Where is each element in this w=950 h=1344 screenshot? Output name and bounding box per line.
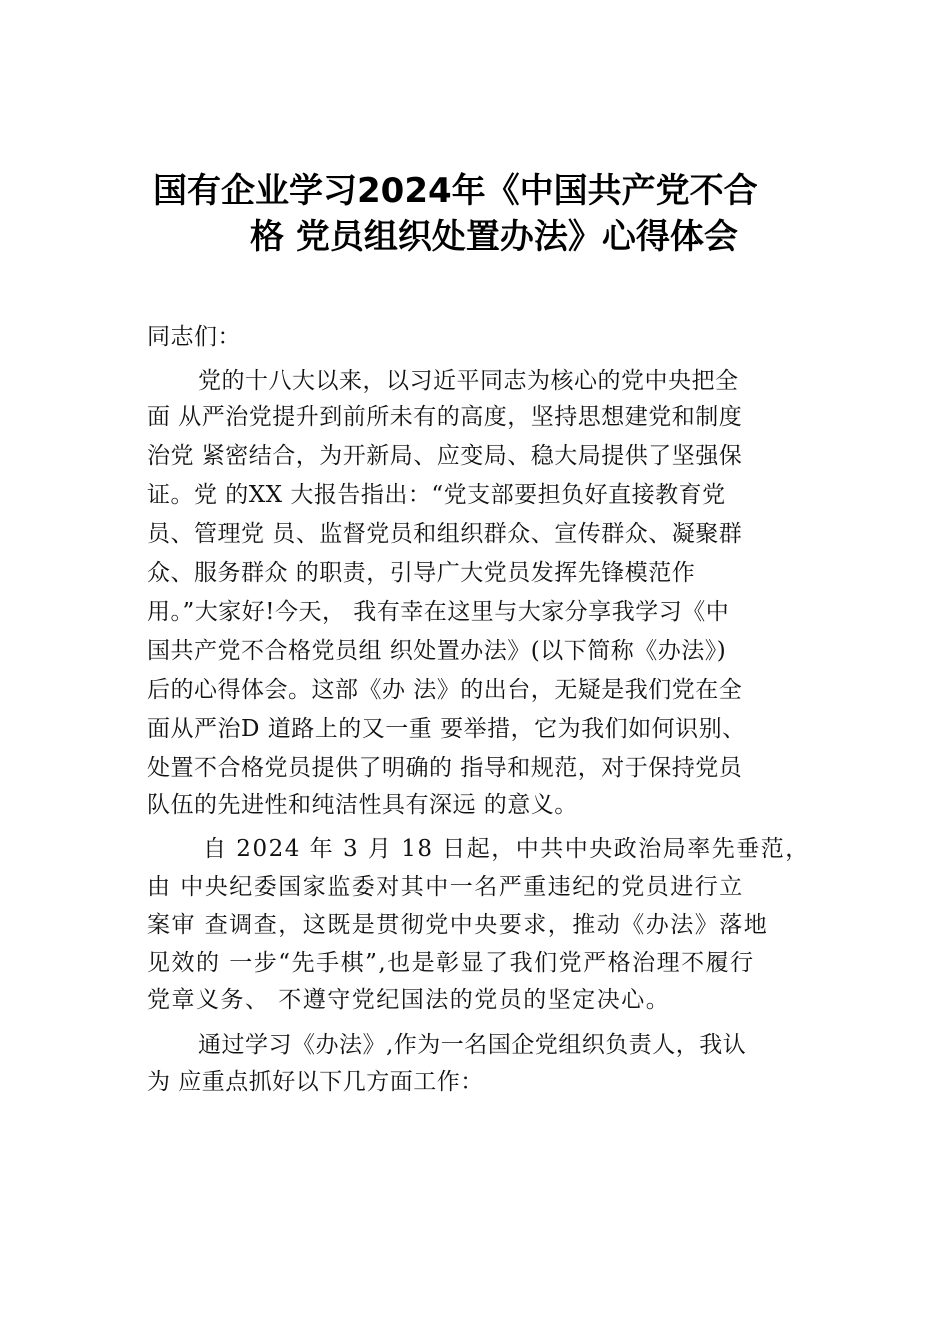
paragraph-line: 面从严治D 道路上的又一重 要举措，它为我们如何识别、 — [147, 716, 746, 742]
paragraph-line: 由 中央纪委国家监委对其中一名严重违纪的党员进行立 — [147, 874, 744, 900]
paragraph-line: 处置不合格党员提供了明确的 指导和规范，对于保持党员 — [147, 755, 743, 781]
paragraph-line: 面 从严治党提升到前所未有的高度，坚持思想建党和制度 — [147, 404, 743, 430]
paragraph-line: 见效的 一步“先手棋”,也是彰显了我们党严格治理不履行 — [147, 950, 755, 976]
paragraph-line: 证。党 的XX 大报告指出：“党支部要担负好直接教育党 — [147, 482, 726, 508]
paragraph-line: 员、管理党 员、监督党员和组织群众、宣传群众、凝聚群 — [147, 521, 743, 547]
paragraph-line: 治党 紧密结合，为开新局、应变局、稳大局提供了坚强保 — [147, 443, 743, 469]
paragraph-line: 党的十八大以来，以习近平同志为核心的党中央把全 — [198, 368, 739, 394]
paragraph-line: 党章义务、 不遵守党纪国法的党员的坚定决心。 — [147, 987, 671, 1013]
paragraph-line: 通过学习《办法》,作为一名国企党组织负责人，我认 — [198, 1032, 747, 1058]
title-line-1: 国有企业学习2024年《中国共产党不合 — [153, 171, 758, 211]
salutation: 同志们： — [147, 324, 241, 350]
paragraph-line: 为 应重点抓好以下几方面工作： — [147, 1069, 484, 1095]
title-line-2: 格 党员组织处置办法》心得体会 — [250, 217, 738, 257]
paragraph-line: 众、服务群众 的职责，引导广大党员发挥先锋模范作 — [147, 560, 696, 586]
paragraph-line: 队伍的先进性和纯洁性具有深远 的意义。 — [147, 792, 578, 818]
paragraph-line: 国共产党不合格党员组 织处置办法》(以下简称《办法》) — [147, 638, 727, 664]
paragraph-line: 用。”大家好!今天， 我有幸在这里与大家分享我学习《中 — [147, 599, 730, 625]
paragraph-line: 案审 查调查，这既是贯彻党中央要求，推动《办法》落地 — [147, 912, 769, 938]
paragraph-line: 后的心得体会。这部《办 法》的出台，无疑是我们党在全 — [147, 677, 743, 703]
paragraph-line: 自 2024 年 3 月 18 日起，中共中央政治局率先垂范， — [203, 836, 810, 862]
